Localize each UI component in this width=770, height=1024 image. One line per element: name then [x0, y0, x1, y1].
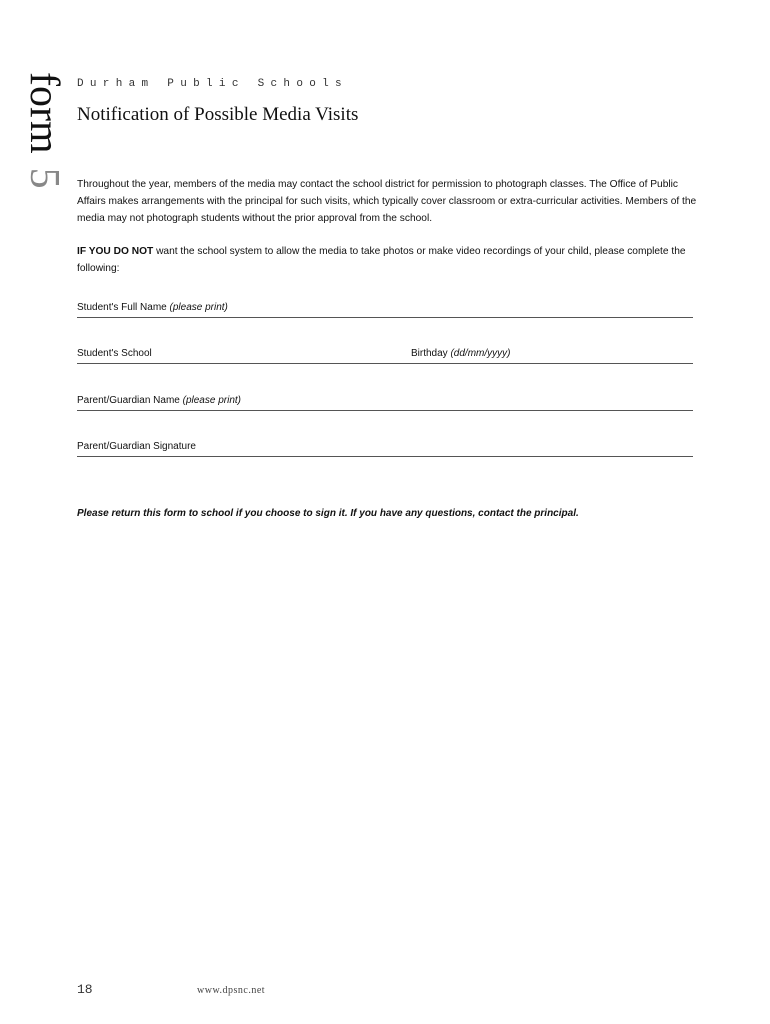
instruction-text: want the school system to allow the media to take photos or make video recordings of your child, please complete the following: — [77, 246, 686, 274]
field-label: Parent/Guardian Name — [77, 395, 183, 406]
organization-name: Durham Public Schools — [77, 78, 348, 90]
form-word: form — [21, 72, 67, 154]
return-note: Please return this form to school if you choose to sign it. If you have any questions, contact the principal. — [77, 508, 579, 519]
school-birthday-line[interactable] — [77, 348, 693, 364]
form-side-label — [21, 72, 67, 232]
instruction-paragraph — [77, 243, 697, 277]
field-hint: (dd/mm/yyyy) — [450, 348, 511, 359]
field-hint: (please print) — [169, 302, 228, 313]
intro-paragraph: Throughout the year, members of the media may contact the school district for permission to photograph classes. The Office of Public Affairs makes arrangements with the principal for such visits, which typically cover classroom or extra-curricular activities. Members of the media may not photograph students without the prior approval from the school. — [77, 179, 697, 224]
page-title: Notification of Possible Media Visits — [77, 104, 359, 125]
field-label: Student's Full Name — [77, 302, 170, 313]
instruction-emphasis: IF YOU DO NOT — [77, 246, 154, 257]
form-number: 5 — [21, 167, 67, 189]
student-name-field[interactable] — [77, 302, 693, 318]
footer-url: www.dpsnc.net — [197, 985, 266, 996]
field-label: Parent/Guardian Signature — [77, 441, 196, 452]
signature-field[interactable] — [77, 441, 693, 457]
field-label: Birthday — [411, 348, 451, 359]
parent-name-field[interactable] — [77, 395, 693, 411]
field-hint: (please print) — [182, 395, 241, 406]
birthday-field[interactable] — [411, 348, 510, 359]
field-label: Student's School — [77, 348, 152, 359]
page-number: 18 — [77, 982, 93, 997]
